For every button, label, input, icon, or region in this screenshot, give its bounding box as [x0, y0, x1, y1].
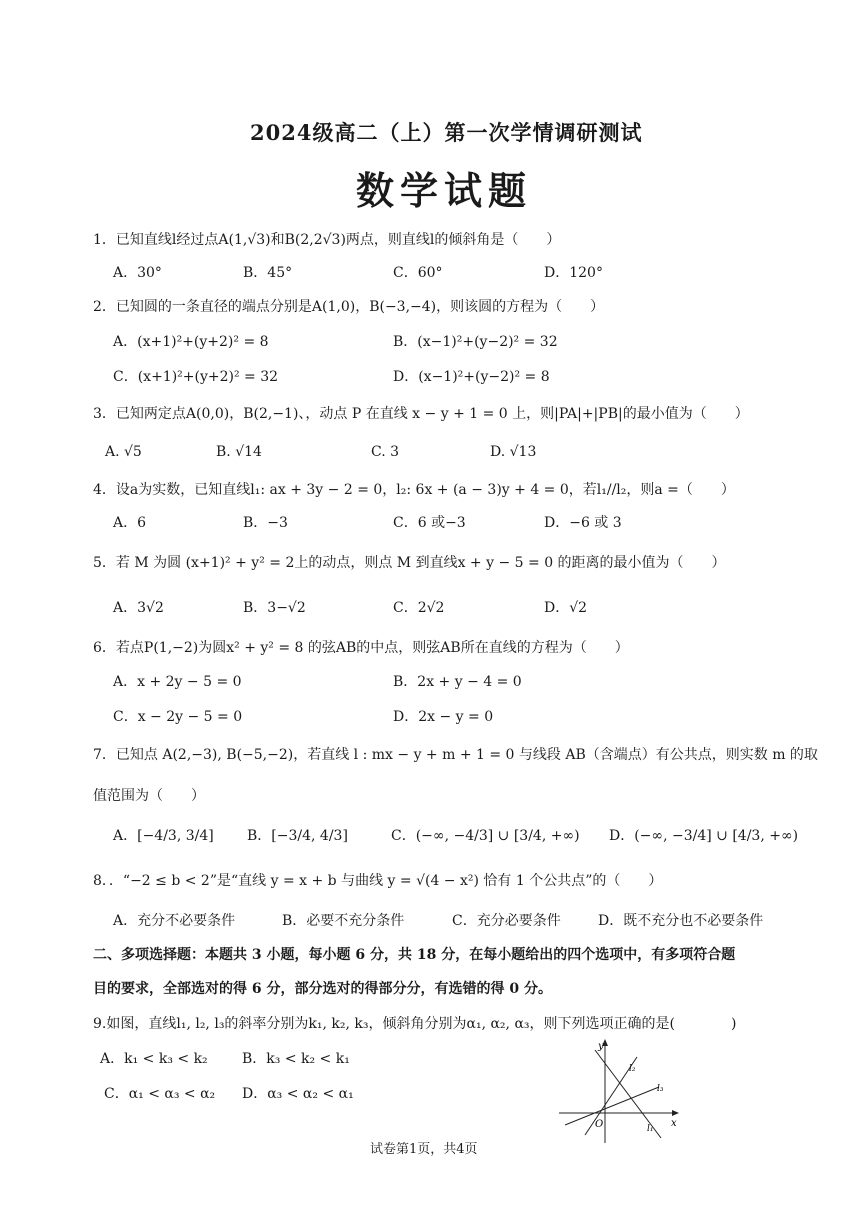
question-5-option-d: D．√2 [544, 600, 588, 616]
question-2-option-c: C．(x+1)²+(y+2)² = 32 [113, 369, 279, 385]
question-6-stem: 6．若点P(1,−2)为圆x² + y² = 8 的弦AB的中点，则弦AB所在直线的方程为（ ） [93, 640, 629, 656]
page-footer: 试卷第1页，共4页 [370, 1142, 478, 1157]
question-6-option-d: D．2x − y = 0 [393, 709, 494, 725]
exam-subject-title: 数学试题 [356, 168, 533, 213]
question-5-option-c: C．2√2 [393, 600, 445, 616]
question-1-stem: 1．已知直线l经过点A(1,√3)和B(2,2√3)两点，则直线l的倾斜角是（ ） [93, 232, 561, 248]
question-2-option-d: D．(x−1)²+(y−2)² = 8 [393, 369, 550, 385]
question-1-option-b: B．45° [243, 265, 293, 281]
question-4-option-c: C．6 或−3 [393, 515, 466, 531]
question-1-option-d: D．120° [544, 265, 603, 281]
question-7-option-d: D．(−∞, −3/4] ∪ [4/3, +∞) [609, 828, 799, 844]
section-2-instructions-line-2: 目的要求，全部选对的得 6 分，部分选对的得部分分，有选错的得 0 分。 [93, 981, 552, 997]
l2-label: l₂ [629, 1064, 636, 1074]
l1-label: l₁ [647, 1124, 654, 1134]
x-axis-label: x [671, 1118, 677, 1129]
question-7-option-a: A．[−4/3, 3/4] [113, 828, 214, 844]
origin-label: O [595, 1119, 604, 1130]
x-axis-arrow [672, 1110, 679, 1116]
question-4-option-a: A．6 [113, 515, 147, 531]
question-7-option-b: B．[−3/4, 4/3] [247, 828, 348, 844]
l3-label: l₃ [657, 1084, 664, 1094]
question-9-option-b: B．k₃ < k₂ < k₁ [242, 1051, 350, 1067]
question-1-option-c: C．60° [393, 265, 443, 281]
section-2-instructions-line-1: 二、多项选择题：本题共 3 小题，每小题 6 分，共 18 分，在每小题给出的四个选项中，有多项符合题 [93, 947, 736, 963]
question-9-option-c: C．α₁ < α₃ < α₂ [104, 1086, 216, 1102]
question-1-option-a: A．30° [113, 265, 162, 281]
question-8-option-c: C．充分必要条件 [452, 913, 561, 929]
question-7-stem: 7．已知点 A(2,−3), B(−5,−2)，若直线 l : mx − y + m + 1 = 0 与线段 AB（含端点）有公共点，则实数 m 的取 [93, 747, 818, 763]
question-6-option-b: B．2x + y − 4 = 0 [393, 674, 522, 690]
question-5-option-b: B．3−√2 [243, 600, 306, 616]
exam-header-title: 2024级高二（上）第一次学情调研测试 [250, 120, 643, 145]
question-5-option-a: A．3√2 [113, 600, 164, 616]
question-6-option-a: A．x + 2y − 5 = 0 [113, 674, 242, 690]
question-3-option-d: D. √13 [490, 444, 537, 460]
question-2-option-b: B．(x−1)²+(y−2)² = 32 [393, 334, 558, 350]
question-4-option-b: B．−3 [243, 515, 288, 531]
question-3-stem: 3．已知两定点A(0,0)，B(2,−1)、，动点 P 在直线 x − y + 1 = 0 上，则|PA|+|PB|的最小值为（ ） [93, 406, 749, 422]
question-8-stem: 8．．“−2 ≤ b < 2”是“直线 y = x + b 与曲线 y = √(4 − x²) 恰有 1 个公共点”的（ ） [93, 873, 663, 889]
question-7-stem-continued: 值范围为（ ） [93, 788, 205, 804]
question-2-stem: 2．已知圆的一条直径的端点分别是A(1,0)，B(−3,−4)，则该圆的方程为（ ） [93, 299, 605, 315]
y-axis-label: y [598, 1041, 604, 1052]
question-5-stem: 5．若 M 为圆 (x+1)² + y² = 2上的动点，则点 M 到直线x + y − 5 = 0 的距离的最小值为（ ） [93, 555, 726, 571]
question-3-option-b: B. √14 [216, 444, 262, 460]
question-9-option-a: A．k₁ < k₃ < k₂ [100, 1051, 208, 1067]
question-8-option-a: A．充分不必要条件 [113, 913, 236, 929]
question-9-option-d: D．α₃ < α₂ < α₁ [242, 1086, 354, 1102]
question-4-stem: 4．设a为实数，已知直线l₁: ax + 3y − 2 = 0，l₂: 6x + (a − 3)y + 4 = 0，若l₁//l₂，则a =（ ） [93, 482, 735, 498]
question-2-option-a: A．(x+1)²+(y+2)² = 8 [113, 334, 269, 350]
question-6-option-c: C．x − 2y − 5 = 0 [113, 709, 243, 725]
question-8-option-b: B．必要不充分条件 [282, 913, 405, 929]
question-4-option-d: D．−6 或 3 [544, 515, 622, 531]
question-8-option-d: D．既不充分也不必要条件 [598, 913, 764, 929]
line-l3 [565, 1087, 659, 1125]
question-9-stem: 9.如图，直线l₁, l₂, l₃的斜率分别为k₁, k₂, k₃，倾斜角分别为α₁, α₂, α₃，则下列选项正确的是( ) [93, 1016, 737, 1032]
question-3-option-a: A. √5 [105, 444, 142, 460]
question-7-option-c: C．(−∞, −4/3] ∪ [3/4, +∞) [391, 828, 580, 844]
question-9-figure [555, 1035, 685, 1145]
question-3-option-c: C. 3 [371, 444, 400, 460]
